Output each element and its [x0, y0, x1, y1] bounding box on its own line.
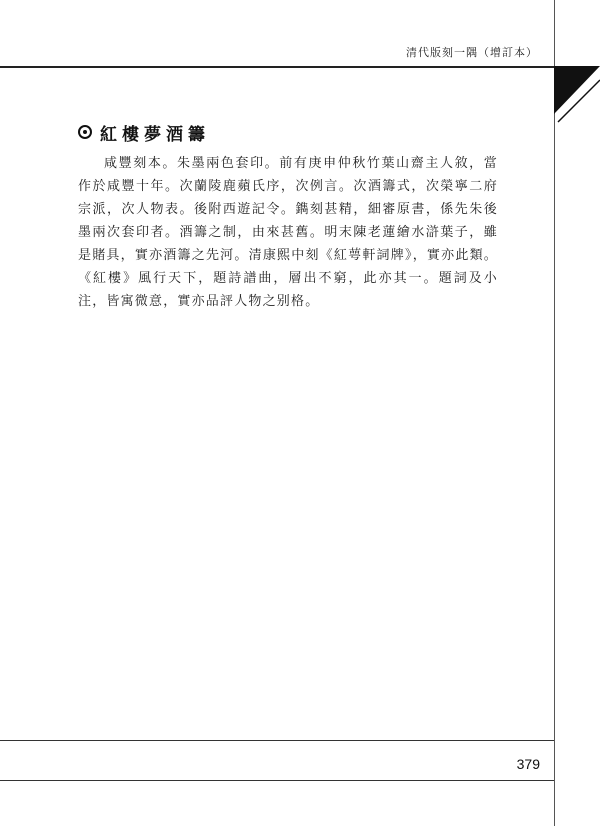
corner-tab-graphic — [554, 66, 600, 126]
section-heading — [78, 121, 210, 143]
section-title: 紅樓夢酒籌 — [100, 124, 210, 145]
body-paragraph: 咸豐刻本。朱墨兩色套印。前有庚申仲秋竹葉山齋主人敘，當作於咸豐十年。次蘭陵鹿蘋氏序，次例言。次酒籌式，次榮寧二府宗派，次人物表。後附西遊記令。鐫刻甚精，細審原書，係先朱後墨兩次套印者。酒籌之制，由來甚舊。明末陳老蓮繪水滸葉子，雖是賭具，實亦酒籌之先河。清康熙中刻《紅萼軒詞牌》，實亦此類。《紅樓》風行天下，題詩譜曲，層出不窮，此亦其一。題詞及小注，皆寓微意，實亦品評人物之别格。 — [78, 156, 498, 309]
page-number: 379 — [516, 756, 540, 772]
footer-rule-top — [0, 740, 554, 741]
running-head: 清代版刻一隅（增訂本） — [406, 46, 538, 59]
header-rule — [0, 66, 554, 68]
footer-rule-bottom — [0, 780, 554, 781]
bullseye-icon — [78, 125, 92, 139]
